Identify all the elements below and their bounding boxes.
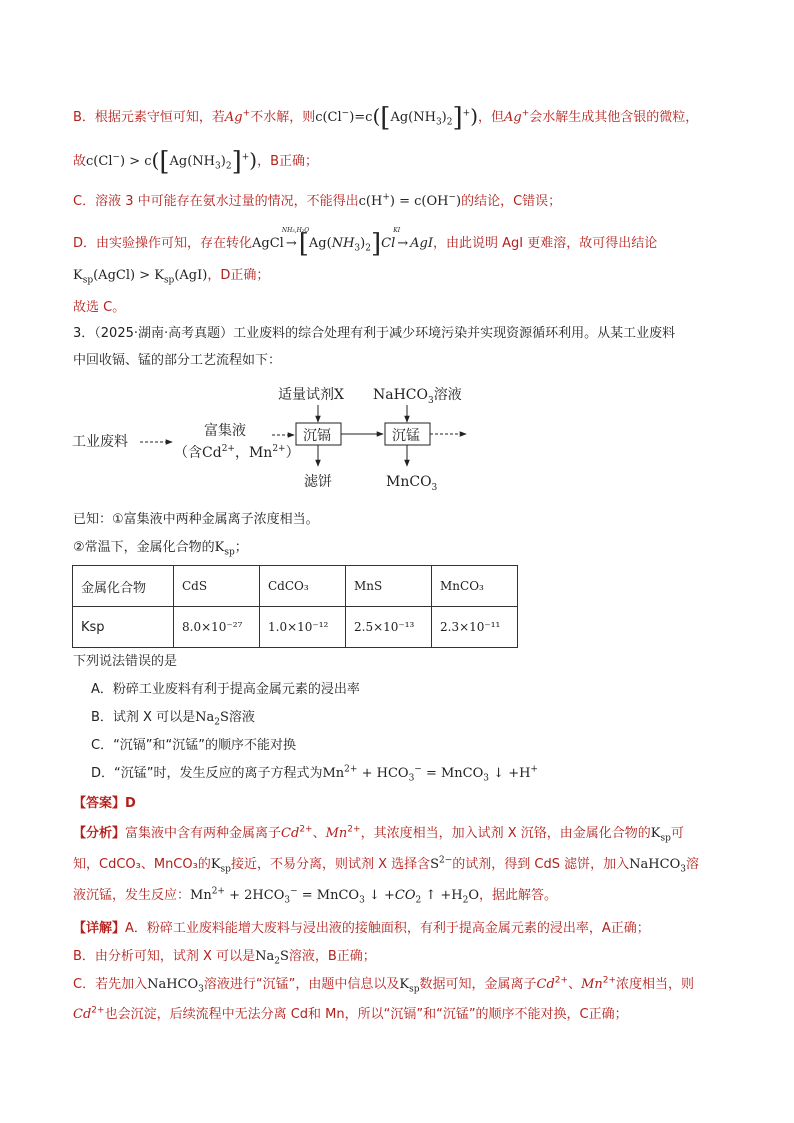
rich-ions-label: （含$Cd^{2+}$，$Mn^{2+}$） (174, 444, 300, 461)
waste-label: 工业废料 (72, 434, 128, 450)
detail-c-line2: $Cd^{2+}$也会沉淀，后续流程中无法分离 Cd和 Mn，所以“沉镉”和“沉锰”的顺序不能对换，C正确； (73, 1005, 628, 1022)
answer-label: 【答案】D (73, 796, 136, 811)
choice-line: 故选 C。 (73, 300, 126, 315)
ag-symbol: Ag (224, 110, 243, 125)
question-prompt: 下列说法错误的是 (73, 654, 178, 669)
table-cell: 2.3×10⁻¹¹ (432, 607, 518, 648)
explanation-c: C．溶液 3 中可能存在氨水过量的情况，不能得出c(H+) = c(OH−)的结论，C错误； (73, 192, 562, 209)
explanation-d-line2: $K_{sp}(AgCl) > K_{sp}(AgI)$，D正确； (73, 268, 270, 286)
table-header-cell: CdCO₃ (260, 566, 346, 607)
table-row-label: Ksp (73, 607, 174, 648)
table-cell: 8.0×10⁻²⁷ (174, 607, 260, 648)
option-c: C．“沉镉”和“沉锰”的顺序不能对换 (91, 738, 297, 753)
mnco3-label: MnCO$_3$ (386, 474, 438, 493)
known-2: ②常温下，金属化合物的$K_{sp}$； (73, 540, 248, 558)
table-cell: 2.5×10⁻¹³ (346, 607, 432, 648)
option-d-equation: $Mn^{2+} + HCO_3^-$ = MnCO$_3$ ↓ +H+ (322, 764, 538, 784)
inequality-equation: $c(Cl^-) > c([Ag(NH_3)_2]^+)$ (86, 147, 258, 177)
question-3-line2: 中回收镉、锰的部分工艺流程如下： (73, 353, 282, 368)
explanation-b-line2: 故$c(Cl^-) > c([Ag(NH_3)_2]^+)$，B正确； (73, 147, 318, 177)
detail-b: B．由分析可知，试剂 X 可以是$Na_2S$溶液，B正确； (73, 949, 376, 967)
process-flow-diagram (70, 378, 470, 498)
table-header-row (73, 566, 518, 607)
table-header-cell: 金属化合物 (73, 566, 174, 607)
cd-precipitation-label: 沉镉 (303, 428, 331, 444)
table-cell: 1.0×10⁻¹² (260, 607, 346, 648)
table-header-cell: MnS (346, 566, 432, 607)
conversion-equation: AgCl NH₃,H₂O $\to[Ag(NH_3)_2]Cl$ KI → AgI (252, 227, 433, 259)
nahco3-label: NaHCO$_3$溶液 (373, 387, 462, 406)
analysis-line2: 知，CdCO₃、MnCO₃的$K_{sp}$接近，不易分离，则试剂 X 选择含$S^{2-}$的试剂，得到 CdS 滤饼，加入NaHCO$_3$溶 (73, 855, 699, 875)
option-b: B．试剂 X 可以是$Na_2S$溶液 (91, 710, 255, 728)
explanation-d-line1: D．由实验操作可知，存在转化AgCl NH₃,H₂O $\to[Ag(NH_3)_2]Cl$ KI → AgI，由此说明 AgI 更难溶，故可得出结论 (73, 227, 658, 259)
analysis-line1: 【分析】富集液中含有两种金属离子$Cd^{2+}$、$Mn^{2+}$，其浓度相当，加入试剂 X 沉铬，由金属化合物的$K_{sp}$可 (73, 824, 684, 844)
table-header-cell: MnCO₃ (432, 566, 518, 607)
ksp-table (72, 565, 518, 648)
question-3-line1: 3．（2025·湖南·高考真题）工业废料的综合处理有利于减少环境污染并实现资源循环利用。从某工业废料 (73, 326, 676, 341)
reagent-x-label: 适量试剂X (278, 387, 344, 403)
detail-c-line1: C．若先加入NaHCO$_3$溶液进行“沉锰”，由题中信息以及$K_{sp}$数据可知，金属离子$Cd^{2+}$、$Mn^{2+}$浓度相当，则 (73, 975, 695, 995)
option-d: D．“沉锰”时，发生反应的离子方程式为$Mn^{2+} + HCO_3^-$ = MnCO$_3$ ↓ +H+ (91, 764, 538, 784)
filter-cake-label: 滤饼 (304, 474, 332, 490)
mn-precipitation-label: 沉锰 (392, 428, 420, 444)
neutral-equation: c(H+) = c(OH−) (358, 192, 462, 209)
conservation-equation: $c(Cl^-)=c([Ag(NH_3)_2]^+)$ (315, 103, 478, 133)
known-1: 已知：①富集液中两种金属离子浓度相当。 (73, 512, 319, 527)
analysis-equation: $Mn^{2+} + 2HCO_3^-$ = MnCO$_3$ ↓ $+CO_2$ ↑ $+H_2O$ (190, 886, 480, 906)
analysis-line3: 液沉锰，发生反应：$Mn^{2+} + 2HCO_3^-$ = MnCO$_3$ ↓ $+CO_2$ ↑ $+H_2O$，据此解答。 (73, 886, 558, 906)
detail-a: 【详解】A．粉碎工业废料能增大废料与浸出液的接触面积，有利于提高金属元素的浸出率，A正确； (73, 921, 650, 936)
table-header-cell: CdS (174, 566, 260, 607)
option-a: A．粉碎工业废料有利于提高金属元素的浸出率 (91, 682, 360, 697)
rich-liquid-label: 富集液 (204, 423, 246, 439)
table-row (73, 607, 518, 648)
ksp-inequality: $K_{sp}(AgCl) > K_{sp}(AgI)$ (73, 268, 208, 286)
explanation-b-line1: B．根据元素守恒可知，若Ag+不水解，则$c(Cl^-)=c([Ag(NH_3)_2]^+)$，但Ag+会水解生成其他含银的微粒， (73, 103, 699, 133)
